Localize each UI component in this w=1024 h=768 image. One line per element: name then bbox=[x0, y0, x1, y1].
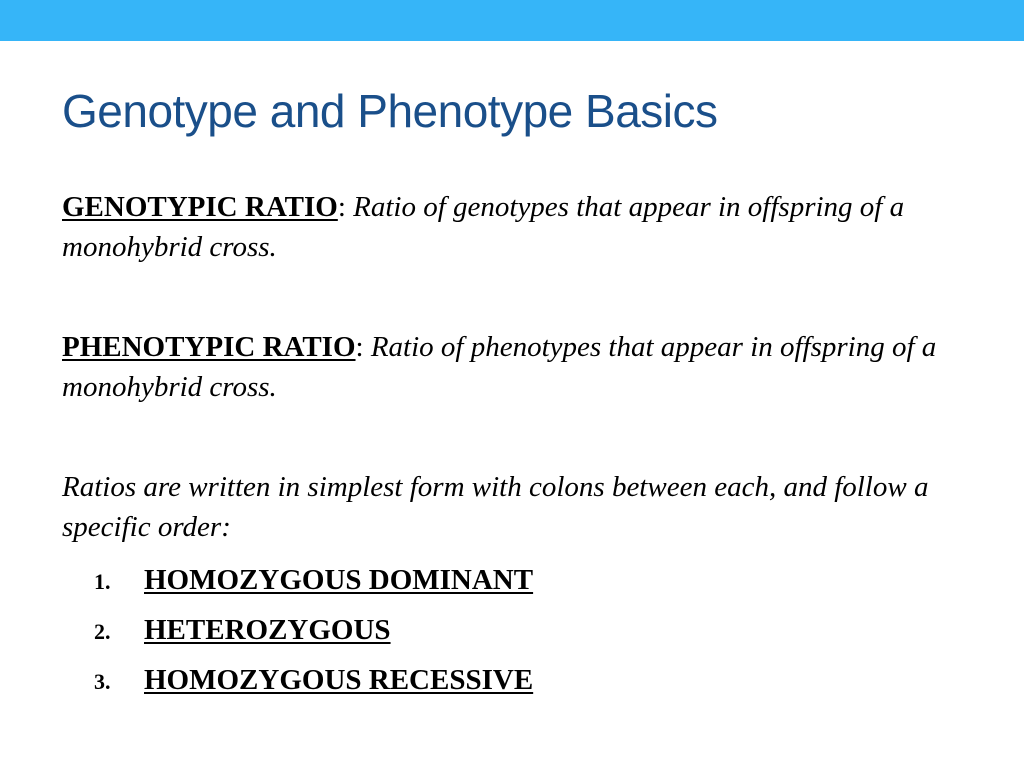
phenotypic-separator: : bbox=[355, 331, 364, 363]
phenotypic-ratio-term: PHENOTYPIC RATIO bbox=[62, 331, 356, 363]
top-accent-bar bbox=[0, 0, 1024, 41]
ratio-order-list bbox=[62, 555, 962, 705]
phenotypic-ratio-paragraph bbox=[62, 327, 962, 407]
list-item bbox=[62, 555, 962, 605]
phenotypic-ratio-definition: Ratio of phenotypes that appear in offspring of a monohybrid cross. bbox=[62, 331, 937, 403]
list-item-label: HOMOZYGOUS RECESSIVE bbox=[144, 664, 534, 696]
list-item-number: 1. bbox=[94, 569, 111, 594]
list-item bbox=[62, 605, 962, 655]
list-item-number: 3. bbox=[94, 669, 111, 694]
genotypic-ratio-paragraph bbox=[62, 187, 962, 267]
ratios-note: Ratios are written in simplest form with colons between each, and follow a specific order: bbox=[62, 471, 929, 543]
genotypic-separator: : bbox=[337, 191, 346, 223]
list-item-label: HOMOZYGOUS DOMINANT bbox=[144, 564, 534, 596]
slide-body bbox=[62, 187, 962, 705]
genotypic-ratio-definition: Ratio of genotypes that appear in offspring of a monohybrid cross. bbox=[62, 191, 905, 263]
slide-title: Genotype and Phenotype Basics bbox=[62, 85, 718, 137]
genotypic-ratio-term: GENOTYPIC RATIO bbox=[62, 191, 338, 223]
list-item bbox=[62, 655, 962, 705]
list-item-label: HETEROZYGOUS bbox=[144, 614, 391, 646]
list-item-number: 2. bbox=[94, 619, 111, 644]
